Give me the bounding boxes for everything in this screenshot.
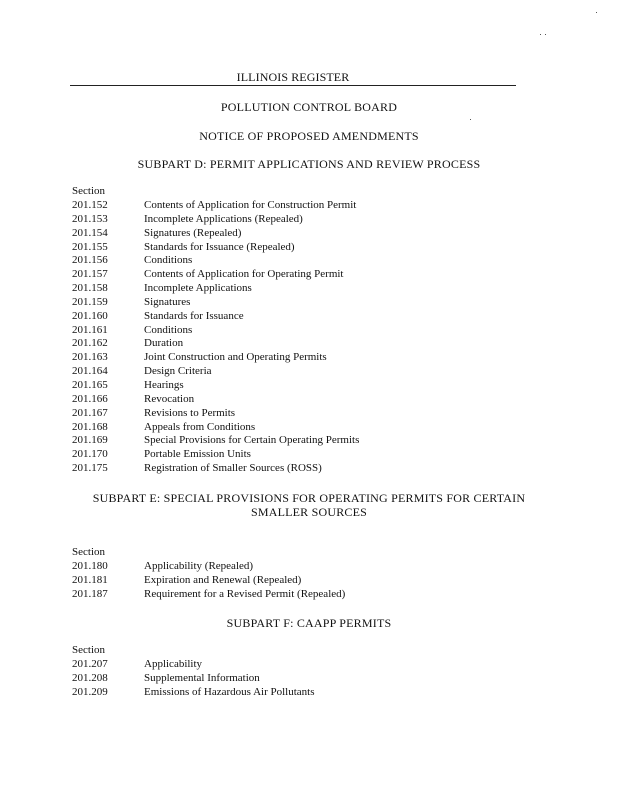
section-number: 201.161 [72,323,108,336]
section-title: Signatures [144,295,191,308]
section-number: 201.164 [72,365,108,378]
scan-speck [470,119,471,120]
subpart-e-heading [40,491,578,519]
toc-row [72,268,359,282]
section-title: Contents of Application for Construction Permit [144,199,357,211]
scan-speck [545,34,546,35]
toc-row [72,574,345,588]
section-number: 201.207 [72,658,108,670]
section-number: 201.180 [72,560,108,572]
section-number: 201.160 [72,309,108,322]
toc-row [72,365,359,379]
section-number: 201.165 [72,378,108,391]
section-title: Signatures (Repealed) [144,226,242,239]
subpart-d-heading: SUBPART D: PERMIT APPLICATIONS AND REVIEW PROCESS [137,157,481,171]
section-number: 201.162 [72,337,108,350]
section-title: Joint Construction and Operating Permits [144,351,327,364]
toc-row [72,213,359,227]
section-title: Portable Emission Units [144,448,251,461]
toc-row [72,407,359,421]
section-title: Conditions [144,254,193,267]
toc-row [72,421,359,435]
scan-speck [540,34,541,35]
toc-row [72,324,359,338]
toc-row [72,241,359,255]
toc-row [72,337,359,351]
section-number: 201.208 [72,671,108,684]
section-title: Supplemental Information [144,671,260,684]
section-title: Registration of Smaller Sources (ROSS) [144,462,322,475]
toc-row [72,672,315,686]
section-title: Standards for Issuance (Repealed) [144,240,295,253]
section-number: 201.187 [72,587,108,600]
section-title: Requirement for a Revised Permit (Repealed) [144,587,346,600]
section-number: 201.156 [72,254,108,267]
section-title: Applicability (Repealed) [144,560,254,572]
section-number: 201.169 [72,434,108,447]
section-title: Revocation [144,392,195,405]
scan-speck [596,12,597,13]
section-number: 201.153 [72,212,108,225]
subpart-f-contents [72,658,315,700]
section-number: 201.155 [72,240,108,253]
toc-row [72,296,359,310]
section-title: Appeals from Conditions [144,420,256,433]
section-number: 201.163 [72,351,108,364]
section-number: 201.159 [72,295,108,308]
agency-name: POLLUTION CONTROL BOARD [220,100,398,114]
section-label: Section [72,546,105,558]
section-title: Applicability [144,658,203,670]
toc-row [72,434,359,448]
section-number: 201.154 [72,226,108,239]
toc-row [72,199,359,213]
section-number: 201.152 [72,199,108,211]
section-number: 201.175 [72,462,108,475]
section-number: 201.209 [72,685,108,698]
section-number: 201.158 [72,282,108,295]
toc-row [72,448,359,462]
toc-row [72,462,359,476]
subpart-e-contents [72,560,345,602]
toc-row [72,310,359,324]
section-number: 201.166 [72,392,108,405]
section-label: Section [72,644,105,656]
subpart-e-heading-line1: SUBPART E: SPECIAL PROVISIONS FOR OPERATING PERMITS FOR CERTAIN [92,491,526,505]
toc-row [72,560,345,574]
subpart-d-contents [72,199,359,476]
section-title: Special Provisions for Certain Operating Permits [144,434,360,447]
section-title: Emissions of Hazardous Air Pollutants [144,685,315,698]
toc-row [72,658,315,672]
header-rule [70,85,516,86]
section-number: 201.181 [72,573,108,586]
toc-row [72,588,345,602]
toc-row [72,393,359,407]
section-title: Revisions to Permits [144,406,236,419]
toc-row [72,254,359,268]
section-title: Design Criteria [144,365,212,378]
register-title: ILLINOIS REGISTER [236,70,350,84]
toc-row [72,227,359,241]
section-title: Contents of Application for Operating Permit [144,268,344,281]
section-label: Section [72,185,105,197]
section-title: Standards for Issuance [144,309,244,322]
section-number: 201.157 [72,268,108,281]
section-title: Expiration and Renewal (Repealed) [144,573,302,586]
section-title: Conditions [144,323,193,336]
section-title: Hearings [144,378,184,391]
section-title: Incomplete Applications (Repealed) [144,212,303,225]
section-title: Incomplete Applications [144,282,252,295]
toc-row [72,351,359,365]
toc-row [72,282,359,296]
subpart-f-heading: SUBPART F: CAAPP PERMITS [226,616,392,630]
section-number: 201.168 [72,420,108,433]
toc-row [72,686,315,700]
section-number: 201.170 [72,448,108,461]
subpart-e-heading-line2: SMALLER SOURCES [250,505,368,519]
section-number: 201.167 [72,406,108,419]
toc-row [72,379,359,393]
section-title: Duration [144,337,184,350]
notice-title: NOTICE OF PROPOSED AMENDMENTS [199,129,419,143]
